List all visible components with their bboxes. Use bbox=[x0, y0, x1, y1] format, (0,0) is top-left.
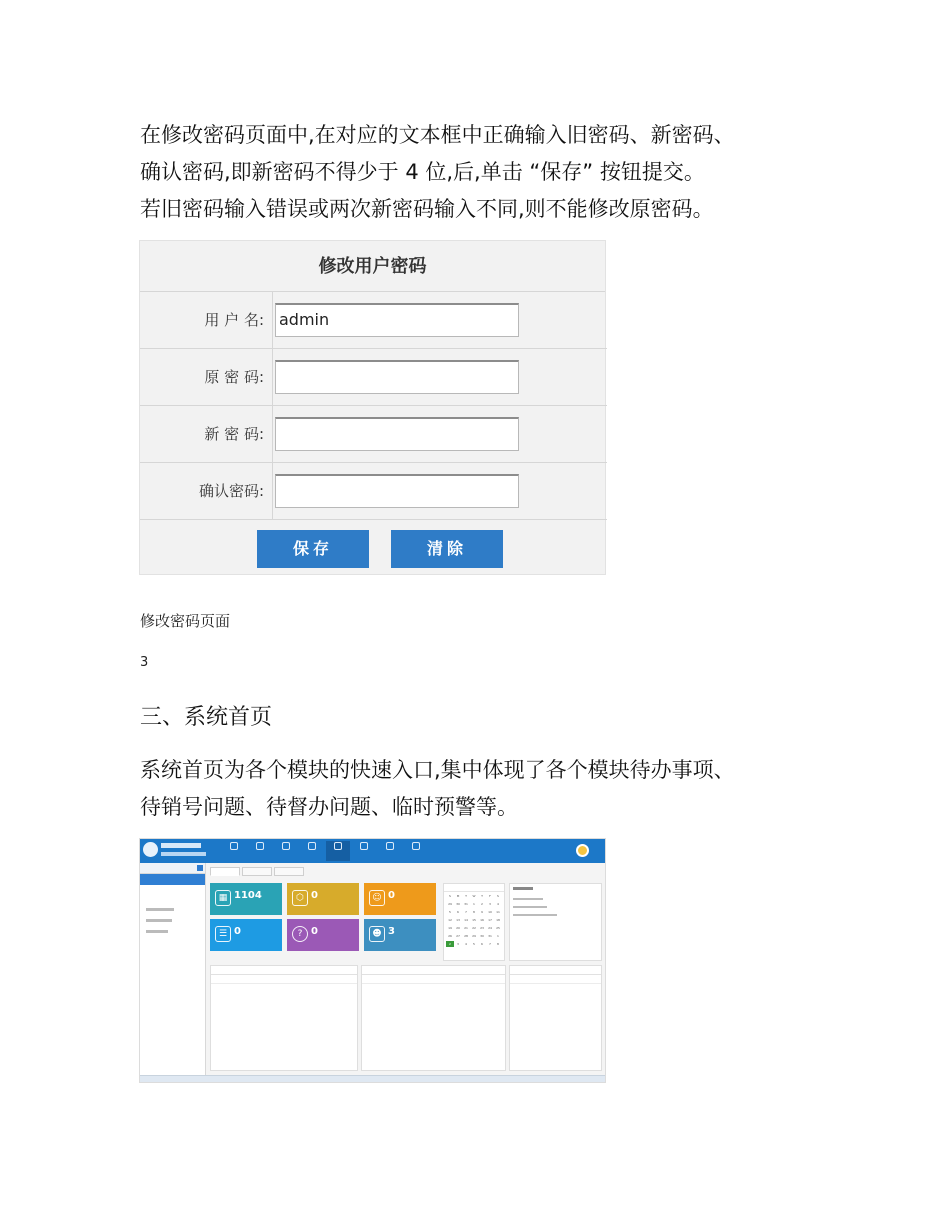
confirm-password-label: 确认密码: bbox=[140, 463, 273, 519]
stat-tile[interactable] bbox=[287, 883, 359, 915]
list-icon: ☰ bbox=[215, 926, 231, 942]
panel-header bbox=[211, 966, 357, 975]
user-avatar[interactable] bbox=[576, 844, 589, 857]
panel-header bbox=[362, 966, 505, 975]
nav-icon bbox=[360, 842, 368, 850]
stat-number: 0 bbox=[234, 926, 241, 937]
change-password-screenshot bbox=[139, 240, 606, 575]
nav-icon bbox=[334, 842, 342, 850]
stat-number: 0 bbox=[388, 890, 395, 901]
warning-panel bbox=[509, 965, 602, 1071]
dashboard-header bbox=[140, 839, 606, 863]
calendar-day[interactable]: 17 bbox=[488, 918, 492, 922]
calendar-day[interactable]: 23 bbox=[480, 926, 484, 930]
calendar-day[interactable]: 3 bbox=[457, 942, 459, 946]
user-info-panel bbox=[509, 883, 602, 961]
form-title: 修改用户密码 bbox=[140, 241, 605, 292]
page-number: 3 bbox=[140, 655, 149, 670]
calendar-day[interactable]: 31 bbox=[464, 902, 468, 906]
calendar-day[interactable]: 28 bbox=[464, 934, 468, 938]
users-icon: ☻ bbox=[369, 926, 385, 942]
save-button[interactable]: 保存 bbox=[257, 530, 369, 568]
sidebar-item[interactable] bbox=[140, 916, 205, 927]
calendar-day[interactable]: 21 bbox=[464, 926, 468, 930]
stat-tile[interactable] bbox=[364, 919, 436, 951]
calendar-weekday: S bbox=[449, 894, 451, 898]
nav-item[interactable] bbox=[300, 841, 324, 861]
calendar-weekday: F bbox=[489, 894, 491, 898]
panel-columns bbox=[362, 975, 505, 984]
stat-number: 0 bbox=[311, 926, 318, 937]
stat-tile[interactable] bbox=[287, 919, 359, 951]
calendar-weekday: M bbox=[456, 894, 460, 898]
username-label: 用 户 名: bbox=[140, 292, 273, 348]
calendar-day[interactable]: 10 bbox=[488, 910, 492, 914]
calendar-day[interactable]: 26 bbox=[448, 934, 452, 938]
nav-item[interactable] bbox=[404, 841, 428, 861]
nav-icon bbox=[256, 842, 264, 850]
nav-icon bbox=[412, 842, 420, 850]
old-password-label: 原 密 码: bbox=[140, 349, 273, 405]
calendar-day[interactable]: 11 bbox=[496, 910, 500, 914]
nav-icon bbox=[386, 842, 394, 850]
calendar-day[interactable]: 15 bbox=[472, 918, 476, 922]
panel-columns bbox=[211, 975, 357, 984]
dashboard-sidebar bbox=[140, 863, 206, 1075]
home-dashboard-screenshot bbox=[139, 838, 606, 1083]
calendar-day[interactable]: 27 bbox=[456, 934, 460, 938]
sidebar-header bbox=[140, 863, 205, 874]
new-password-input[interactable] bbox=[275, 417, 519, 451]
sidebar-item[interactable] bbox=[140, 927, 205, 938]
sidebar-toggle-button[interactable] bbox=[197, 865, 203, 871]
people-icon: ☺ bbox=[369, 890, 385, 906]
stat-number: 3 bbox=[388, 926, 395, 937]
nav-icon bbox=[282, 842, 290, 850]
calendar-day[interactable]: 2 bbox=[446, 941, 454, 947]
stat-tile[interactable] bbox=[364, 883, 436, 915]
stat-number: 1104 bbox=[234, 890, 262, 901]
calendar-day[interactable]: 6 bbox=[457, 910, 459, 914]
intro-paragraph bbox=[140, 117, 735, 228]
calendar-day[interactable]: 9 bbox=[481, 910, 483, 914]
calendar-day[interactable]: 12 bbox=[448, 918, 452, 922]
calendar-widget bbox=[443, 883, 505, 961]
nav-item[interactable] bbox=[222, 841, 246, 861]
username-row bbox=[140, 292, 607, 349]
username-input[interactable]: admin bbox=[275, 303, 519, 337]
status-bar bbox=[140, 1075, 606, 1083]
calendar-day[interactable]: 2 bbox=[481, 902, 483, 906]
question-icon: ? bbox=[292, 926, 308, 942]
calendar-day[interactable]: 29 bbox=[448, 902, 452, 906]
calendar-day[interactable]: 1 bbox=[473, 902, 475, 906]
intro-line: 若旧密码输入错误或两次新密码输入不同,则不能修改原密码。 bbox=[140, 197, 714, 221]
calendar-day[interactable]: 8 bbox=[473, 910, 475, 914]
confirm-password-input[interactable] bbox=[275, 474, 519, 508]
calendar-day[interactable]: 13 bbox=[456, 918, 460, 922]
stat-tile[interactable] bbox=[210, 919, 282, 951]
nav-icon bbox=[308, 842, 316, 850]
calendar-grid bbox=[444, 892, 504, 948]
calendar-weekday: W bbox=[472, 894, 476, 898]
stat-number: 0 bbox=[311, 890, 318, 901]
nav-icon bbox=[230, 842, 238, 850]
calendar-day[interactable]: 22 bbox=[472, 926, 476, 930]
calendar-day[interactable]: 8 bbox=[497, 942, 499, 946]
logo-icon bbox=[143, 842, 158, 857]
calendar-day[interactable]: 4 bbox=[465, 942, 467, 946]
tab-home[interactable] bbox=[210, 867, 240, 876]
sidebar-item-active[interactable] bbox=[140, 874, 205, 885]
calendar-day[interactable]: 20 bbox=[456, 926, 460, 930]
calendar-day[interactable]: 1 bbox=[497, 934, 499, 938]
panel-header bbox=[510, 966, 601, 975]
intro-line: 确认密码,即新密码不得少于 4 位,后,单击 “保存” 按钮提交。 bbox=[140, 160, 705, 184]
calendar-day[interactable]: 24 bbox=[488, 926, 492, 930]
calendar-day[interactable]: 18 bbox=[496, 918, 500, 922]
calendar-day[interactable]: 30 bbox=[456, 902, 460, 906]
section-heading: 三、系统首页 bbox=[140, 705, 273, 730]
figure-caption: 修改密码页面 bbox=[140, 612, 231, 630]
calendar-day[interactable]: 3 bbox=[489, 902, 491, 906]
home-line: 待销号问题、待督办问题、临时预警等。 bbox=[140, 795, 518, 819]
issue-panel bbox=[361, 965, 506, 1071]
nav-item[interactable] bbox=[274, 841, 298, 861]
new-password-label: 新 密 码: bbox=[140, 406, 273, 462]
intro-line: 在修改密码页面中,在对应的文本框中正确输入旧密码、新密码、 bbox=[140, 123, 735, 147]
nav-item[interactable] bbox=[378, 841, 402, 861]
nav-item[interactable] bbox=[248, 841, 272, 861]
calendar-day[interactable]: 5 bbox=[449, 910, 451, 914]
calendar-day[interactable]: 19 bbox=[448, 926, 452, 930]
calendar-weekday: T bbox=[481, 894, 483, 898]
calendar-weekday: T bbox=[465, 894, 467, 898]
panel-columns bbox=[510, 975, 601, 984]
calendar-day[interactable]: 30 bbox=[480, 934, 484, 938]
sidebar-item[interactable] bbox=[140, 905, 205, 916]
calendar-weekday: S bbox=[497, 894, 499, 898]
tab[interactable] bbox=[274, 867, 304, 876]
clear-button[interactable]: 清除 bbox=[391, 530, 503, 568]
issue-panel bbox=[210, 965, 358, 1071]
hexagon-icon: ⬡ bbox=[292, 890, 308, 906]
home-paragraph bbox=[140, 752, 735, 826]
old-password-row bbox=[140, 349, 607, 406]
calendar-day[interactable]: 16 bbox=[480, 918, 484, 922]
calendar-day[interactable]: 25 bbox=[496, 926, 500, 930]
calendar-day[interactable]: 14 bbox=[464, 918, 468, 922]
calendar-day[interactable]: 29 bbox=[472, 934, 476, 938]
calendar-day[interactable]: 6 bbox=[481, 942, 483, 946]
table-icon: ▦ bbox=[215, 890, 231, 906]
calendar-day[interactable]: 5 bbox=[473, 942, 475, 946]
system-subtitle-bar bbox=[161, 852, 206, 856]
calendar-header bbox=[444, 884, 504, 892]
calendar-day[interactable]: 7 bbox=[489, 942, 491, 946]
old-password-input[interactable] bbox=[275, 360, 519, 394]
new-password-row bbox=[140, 406, 607, 463]
calendar-day[interactable]: 4 bbox=[497, 902, 499, 906]
nav-item-active[interactable] bbox=[326, 841, 350, 861]
calendar-day[interactable]: 7 bbox=[465, 910, 467, 914]
confirm-password-row bbox=[140, 463, 607, 520]
nav-item[interactable] bbox=[352, 841, 376, 861]
stat-tile[interactable] bbox=[210, 883, 282, 915]
system-title-bar bbox=[161, 843, 201, 848]
home-line: 系统首页为各个模块的快速入口,集中体现了各个模块待办事项、 bbox=[140, 758, 735, 782]
calendar-day[interactable]: 31 bbox=[488, 934, 492, 938]
tab[interactable] bbox=[242, 867, 272, 876]
